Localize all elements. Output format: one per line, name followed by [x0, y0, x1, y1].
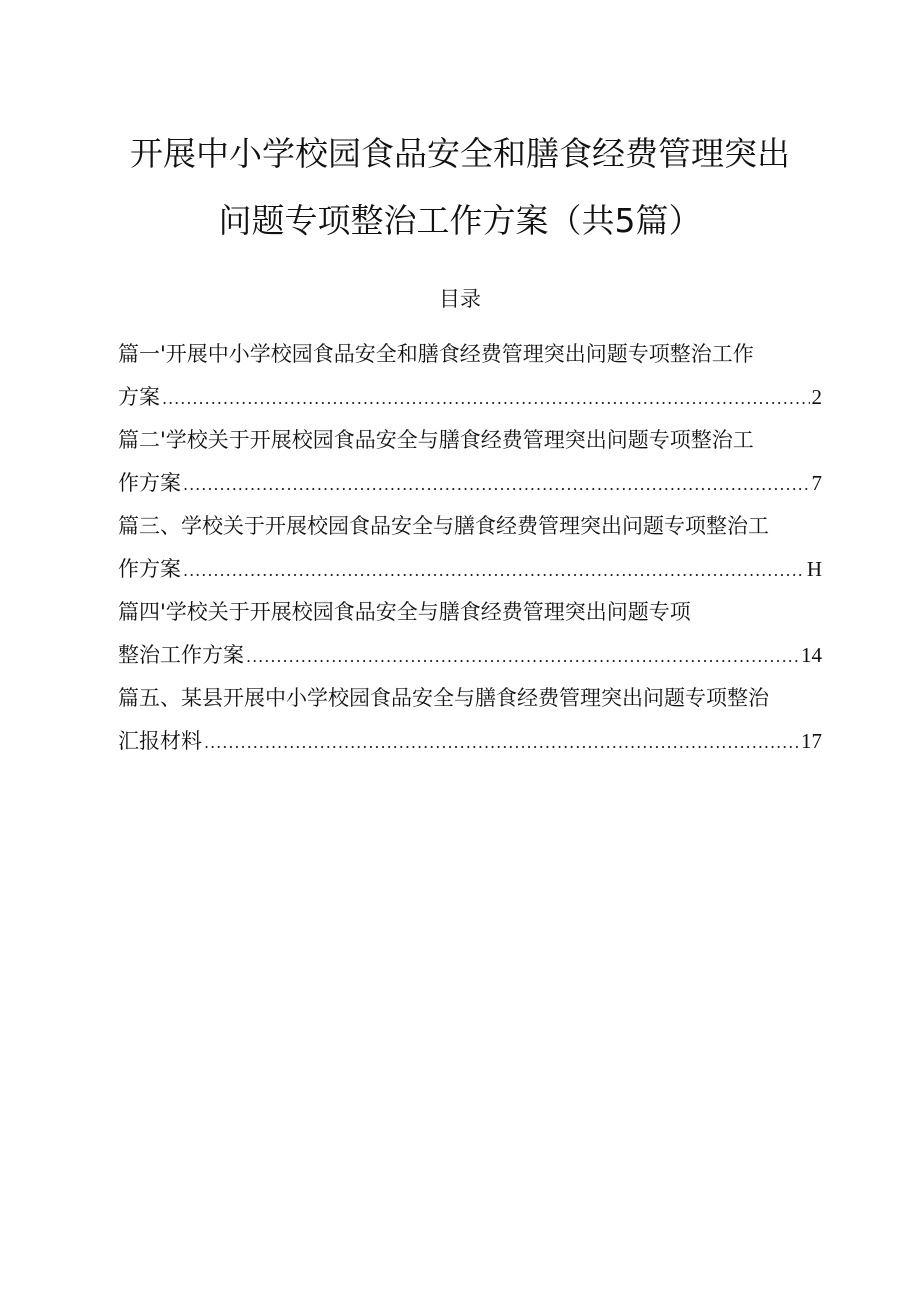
dot-leader — [183, 549, 805, 592]
dot-leader — [204, 721, 799, 764]
toc-entry-2[interactable] — [118, 419, 822, 505]
toc-entry-1[interactable] — [118, 333, 822, 419]
toc-page-number: H — [806, 557, 822, 581]
toc-page-number: 2 — [811, 385, 822, 409]
toc-entry-title-continued: 方案 — [118, 385, 160, 409]
toc-entry-title-continued: 作方案 — [118, 471, 181, 495]
dot-leader — [162, 377, 810, 420]
toc-heading: 目录 — [439, 287, 481, 311]
toc-entry-title: 篇三、学校关于开展校园食品安全与膳食经费管理突出问题专项整治工 — [118, 514, 769, 538]
dot-leader — [246, 635, 799, 678]
toc-entry-title: 篇四'学校关于开展校园食品安全与膳食经费管理突出问题专项 — [118, 600, 691, 624]
toc-page-number: 14 — [801, 643, 822, 667]
toc-entry-5[interactable] — [118, 677, 822, 763]
toc-entry-title: 篇一'开展中小学校园食品安全和膳食经费管理突出问题专项整治工作 — [118, 342, 754, 366]
table-of-contents — [118, 333, 822, 763]
document-title-line-1: 开展中小学校园食品安全和膳食经费管理突出 — [130, 134, 790, 173]
document-title-line-2: 问题专项整治工作方案（共5篇） — [218, 201, 702, 240]
dot-leader — [183, 463, 810, 506]
toc-page-number: 17 — [801, 729, 822, 753]
toc-entry-4[interactable] — [118, 591, 822, 677]
toc-entry-title-continued: 作方案 — [118, 557, 181, 581]
toc-entry-title-continued: 汇报材料 — [118, 729, 202, 753]
toc-entry-title: 篇五、某县开展中小学校园食品安全与膳食经费管理突出问题专项整治 — [118, 686, 769, 710]
toc-entry-3[interactable] — [118, 505, 822, 591]
toc-entry-title: 篇二'学校关于开展校园食品安全与膳食经费管理突出问题专项整治工 — [118, 428, 754, 452]
toc-page-number: 7 — [811, 471, 822, 495]
toc-entry-title-continued: 整治工作方案 — [118, 643, 244, 667]
